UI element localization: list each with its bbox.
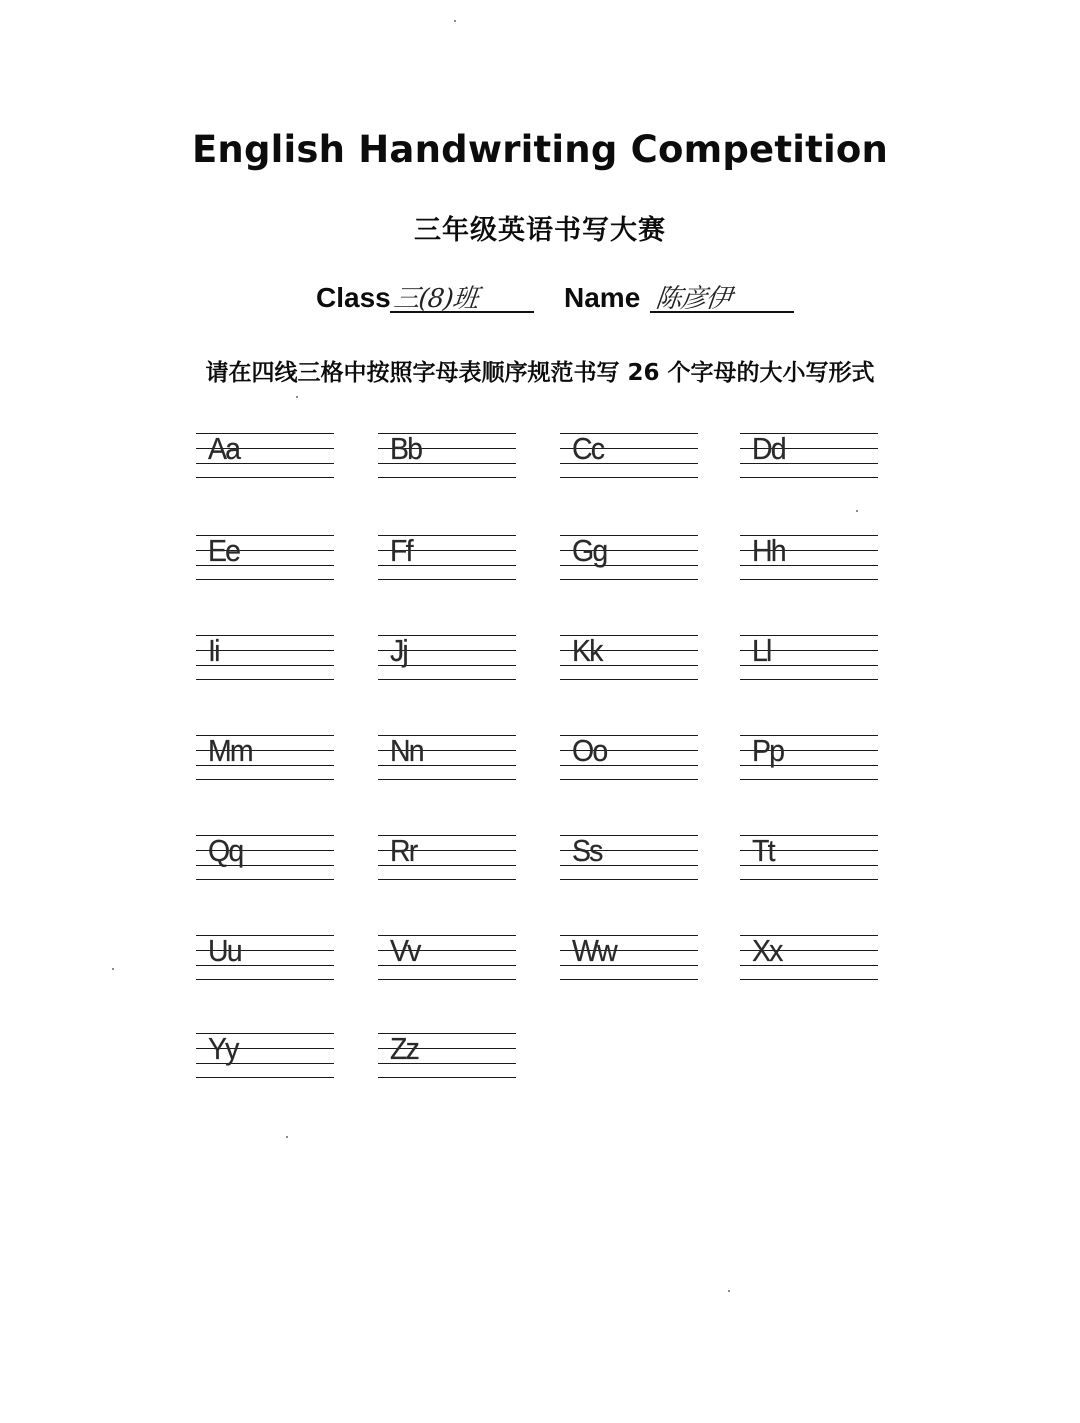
handwritten-letter-pair: Zz xyxy=(390,1031,419,1066)
letter-cell xyxy=(378,431,516,479)
class-underline xyxy=(390,311,534,313)
letter-cell xyxy=(196,533,334,581)
scan-speck xyxy=(454,20,456,22)
letter-cell xyxy=(740,933,878,981)
handwritten-letter-pair: Ff xyxy=(390,533,412,568)
ruling-line xyxy=(560,879,698,880)
handwritten-letter-pair: Xx xyxy=(752,933,782,968)
ruling-line xyxy=(378,1077,516,1078)
ruling-line xyxy=(560,779,698,780)
ruling-line xyxy=(196,477,334,478)
handwritten-letter-pair: Qq xyxy=(208,833,243,868)
handwritten-letter-pair: Ww xyxy=(572,933,616,968)
ruling-line xyxy=(196,1077,334,1078)
page-subtitle: 三年级英语书写大赛 xyxy=(414,215,666,246)
letter-cell xyxy=(560,833,698,881)
class-label: Class xyxy=(316,282,391,313)
ruling-line xyxy=(740,579,878,580)
letter-cell xyxy=(740,833,878,881)
handwritten-letter-pair: Mm xyxy=(208,733,252,768)
ruling-line xyxy=(378,579,516,580)
ruling-line xyxy=(740,679,878,680)
handwritten-letter-pair: Bb xyxy=(390,431,422,466)
letter-cell xyxy=(196,1031,334,1079)
ruling-line xyxy=(740,779,878,780)
ruling-line xyxy=(196,879,334,880)
letter-cell xyxy=(560,733,698,781)
letter-cell xyxy=(196,733,334,781)
handwritten-letter-pair: Aa xyxy=(208,431,240,466)
letter-cell xyxy=(378,533,516,581)
instruction-text: 请在四线三格中按照字母表顺序规范书写 26 个字母的大小写形式 xyxy=(205,360,875,386)
handwritten-letter-pair: Cc xyxy=(572,431,604,466)
letter-cell xyxy=(378,833,516,881)
ruling-line xyxy=(196,679,334,680)
letter-cell xyxy=(196,933,334,981)
handwritten-letter-pair: Pp xyxy=(752,733,784,768)
ruling-line xyxy=(378,879,516,880)
handwritten-letter-pair: Rr xyxy=(390,833,417,868)
ruling-line xyxy=(560,979,698,980)
letter-cell xyxy=(378,633,516,681)
ruling-line xyxy=(740,979,878,980)
handwritten-letter-pair: Hh xyxy=(752,533,785,568)
handwritten-letter-pair: Gg xyxy=(572,533,607,568)
handwritten-letter-pair: Ii xyxy=(208,633,219,668)
handwritten-letter-pair: Nn xyxy=(390,733,423,768)
letter-cell xyxy=(740,633,878,681)
handwritten-letter-pair: Tt xyxy=(752,833,774,868)
handwritten-letter-pair: Oo xyxy=(572,733,607,768)
letter-cell xyxy=(560,533,698,581)
ruling-line xyxy=(560,679,698,680)
name-underline xyxy=(650,311,794,313)
name-value: 陈彦伊 xyxy=(654,284,733,314)
letter-grid xyxy=(196,431,876,1091)
ruling-line xyxy=(378,779,516,780)
ruling-line xyxy=(740,477,878,478)
ruling-line xyxy=(378,979,516,980)
scan-speck xyxy=(728,1290,730,1292)
handwritten-letter-pair: Jj xyxy=(390,633,407,668)
handwritten-letter-pair: Uu xyxy=(208,933,241,968)
ruling-line xyxy=(378,679,516,680)
letter-cell xyxy=(740,431,878,479)
letter-cell xyxy=(378,933,516,981)
letter-cell xyxy=(196,833,334,881)
handwritten-letter-pair: Ee xyxy=(208,533,240,568)
handwritten-letter-pair: Dd xyxy=(752,431,785,466)
letter-cell xyxy=(560,633,698,681)
handwritten-letter-pair: Yy xyxy=(208,1031,238,1066)
handwritten-letter-pair: Ss xyxy=(572,833,602,868)
ruling-line xyxy=(196,579,334,580)
student-info-row xyxy=(0,276,1080,320)
ruling-line xyxy=(196,979,334,980)
scan-speck xyxy=(112,968,114,970)
ruling-line xyxy=(560,477,698,478)
letter-cell xyxy=(740,533,878,581)
page-title: English Handwriting Competition xyxy=(191,128,889,171)
name-label: Name xyxy=(564,282,641,313)
letter-cell xyxy=(740,733,878,781)
scan-speck xyxy=(286,1136,288,1138)
ruling-line xyxy=(378,477,516,478)
scan-speck xyxy=(296,396,298,398)
handwritten-letter-pair: Vv xyxy=(390,933,420,968)
letter-cell xyxy=(378,733,516,781)
class-value: 三(8)班 xyxy=(392,284,480,314)
letter-cell xyxy=(560,933,698,981)
letter-cell xyxy=(196,633,334,681)
handwritten-letter-pair: Ll xyxy=(752,633,771,668)
letter-cell xyxy=(196,431,334,479)
letter-cell xyxy=(378,1031,516,1079)
ruling-line xyxy=(740,879,878,880)
handwritten-letter-pair: Kk xyxy=(572,633,602,668)
letter-cell xyxy=(560,431,698,479)
ruling-line xyxy=(560,579,698,580)
ruling-line xyxy=(196,779,334,780)
scan-speck xyxy=(856,510,858,512)
